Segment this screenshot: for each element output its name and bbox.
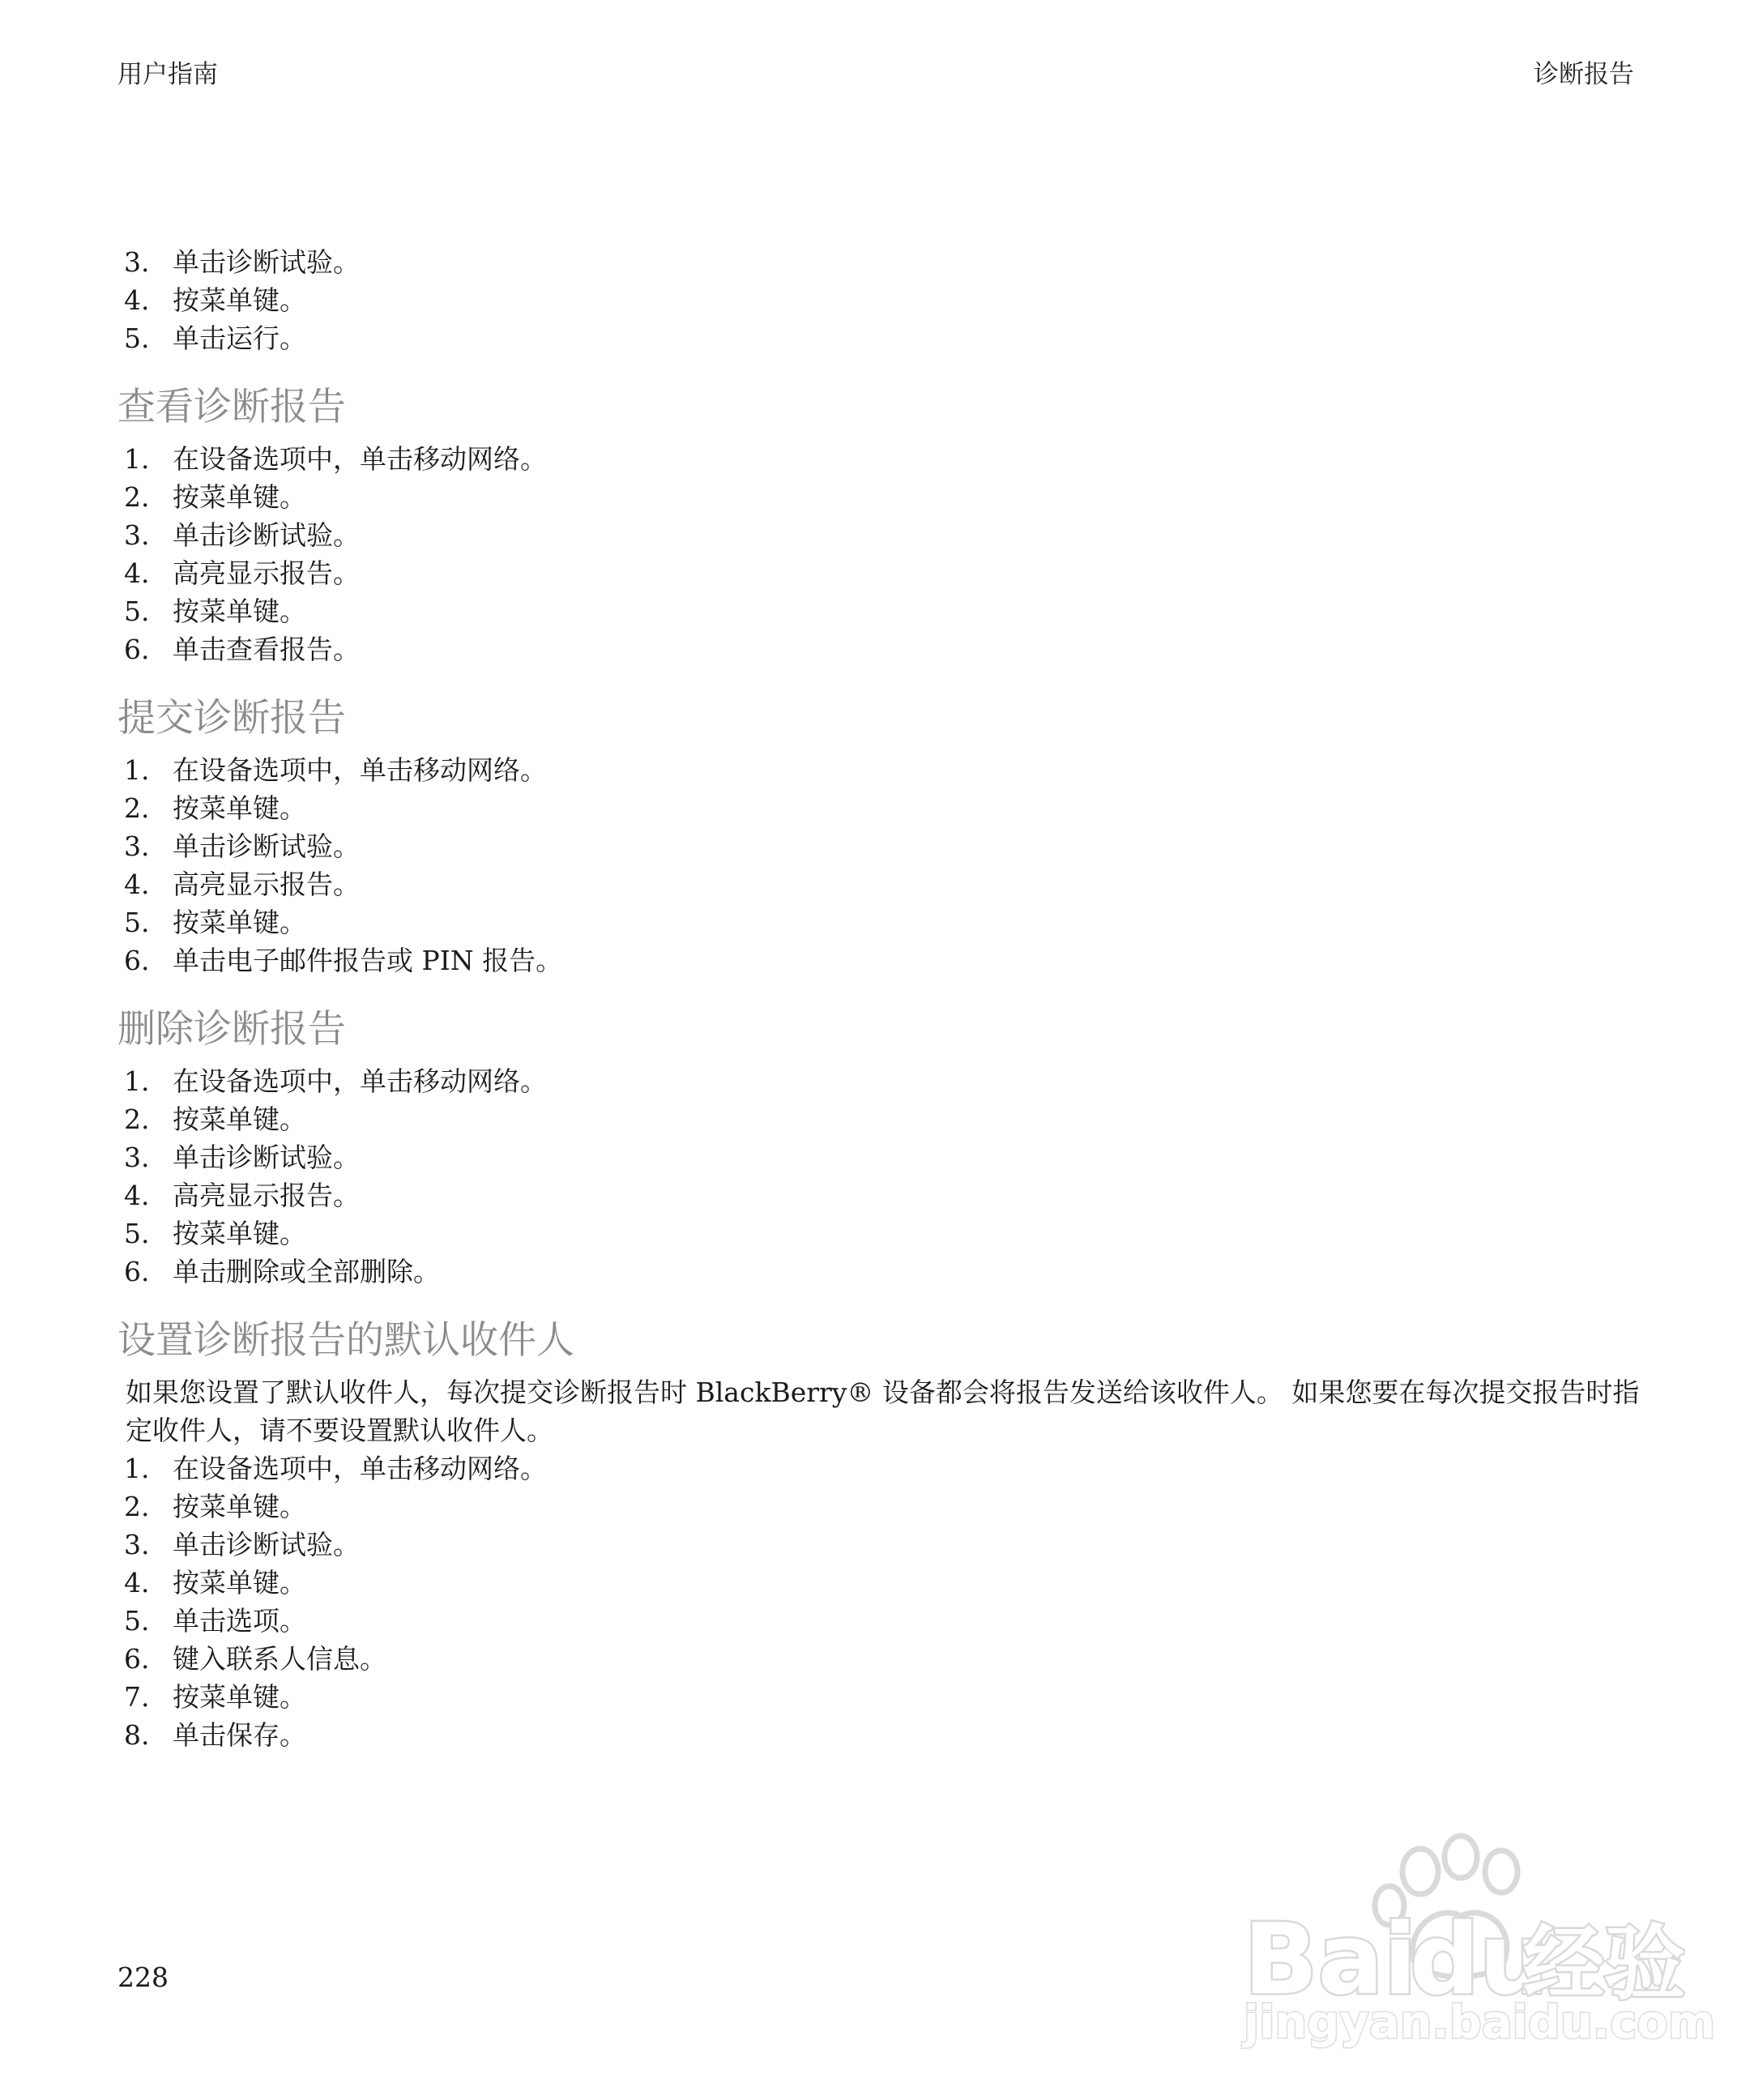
step-item [117,1526,1649,1564]
step-item [117,1062,1649,1100]
step-number: 3. [124,1529,150,1560]
step-text: 按菜单键。 [173,595,306,627]
step-text: 高亮显示报告。 [173,1180,360,1211]
section-heading: 设置诊断报告的默认收件人 [117,1318,574,1363]
step-item [117,1176,1649,1214]
step-item [117,554,1649,592]
section-heading: 删除诊断报告 [117,1007,346,1052]
step-text: 单击诊断试验。 [173,1529,360,1560]
svg-text:jingyan.baidu.com: jingyan.baidu.com [1244,1996,1716,2049]
step-text: 单击查看报告。 [173,634,360,665]
step-list [117,751,1649,980]
step-item [117,1678,1649,1716]
step-item [117,1564,1649,1602]
step-text: 单击选项。 [173,1605,306,1637]
step-number: 1. [124,443,150,475]
step-item [117,865,1649,903]
step-text: 单击诊断试验。 [173,246,360,278]
step-number: 6. [124,1643,150,1675]
step-item [117,1449,1649,1488]
step-number: 5. [124,907,150,938]
step-item [117,1138,1649,1176]
step-list [117,243,1649,357]
step-list [117,1449,1649,1754]
step-text: 在设备选项中，单击移动网络。 [173,1065,547,1097]
step-text: 按菜单键。 [173,907,306,938]
step-number: 4. [124,284,150,316]
section-run-diagnostics [117,243,1649,357]
step-text: 按菜单键。 [173,1103,306,1135]
section-delete-report [117,1004,1649,1291]
section-heading: 提交诊断报告 [117,696,346,741]
step-number: 4. [124,869,150,900]
step-text: 键入联系人信息。 [173,1643,386,1675]
section-view-report [117,382,1649,668]
step-text: 在设备选项中，单击移动网络。 [173,1453,547,1484]
step-number: 5. [124,1218,150,1249]
step-number: 8. [124,1719,150,1751]
step-list [117,440,1649,668]
step-item [117,1253,1649,1291]
step-number: 5. [124,1605,150,1637]
step-text: 按菜单键。 [173,1567,306,1598]
step-text: 单击保存。 [173,1719,306,1751]
step-text: 高亮显示报告。 [173,869,360,900]
step-item [117,789,1649,827]
header-guide-title: 用户指南 [117,60,218,89]
step-text: 按菜单键。 [173,481,306,513]
step-number: 2. [124,481,150,513]
step-text: 按菜单键。 [173,1681,306,1713]
step-text: 高亮显示报告。 [173,557,360,589]
step-item [117,1100,1649,1138]
step-item [117,827,1649,865]
step-text: 按菜单键。 [173,284,306,316]
step-number: 4. [124,1567,150,1598]
header-chapter-title: 诊断报告 [1534,60,1634,89]
step-item [117,592,1649,630]
step-number: 3. [124,1142,150,1173]
step-item [117,243,1649,281]
step-list [117,1062,1649,1291]
step-text: 按菜单键。 [173,1491,306,1522]
step-text: 单击诊断试验。 [173,519,360,551]
step-number: 1. [124,1065,150,1097]
step-item [117,941,1649,980]
step-text: 单击电子邮件报告或 PIN 报告。 [173,945,563,976]
step-number: 4. [124,557,150,589]
svg-text:经验: 经验 [1523,1916,1685,2011]
step-number: 6. [124,945,150,976]
step-text: 单击诊断试验。 [173,830,360,862]
step-number: 4. [124,1180,150,1211]
step-item [117,478,1649,516]
step-item [117,319,1649,357]
step-item [117,751,1649,789]
svg-text:du: du [1410,1904,1549,2017]
step-item [117,1716,1649,1754]
section-default-recipient [117,1315,1649,1754]
step-item [117,903,1649,941]
step-number: 3. [124,830,150,862]
page-number: 228 [117,1961,169,1993]
step-number: 3. [124,246,150,278]
svg-text:Bai: Bai [1244,1904,1417,2017]
step-number: 7. [124,1681,150,1713]
step-item [117,1214,1649,1253]
section-heading: 查看诊断报告 [117,385,346,429]
baidu-watermark-logo [1244,1839,1716,2049]
step-text: 在设备选项中，单击移动网络。 [173,754,547,786]
step-item [117,1602,1649,1640]
step-item [117,516,1649,554]
step-number: 5. [124,322,150,354]
step-text: 单击运行。 [173,322,306,354]
step-number: 1. [124,754,150,786]
step-number: 6. [124,1256,150,1287]
step-item [117,440,1649,478]
step-number: 1. [124,1453,150,1484]
step-item [117,1488,1649,1526]
step-item [117,630,1649,668]
document-body [117,243,1649,1754]
step-number: 6. [124,634,150,665]
section-description: 如果您设置了默认收件人，每次提交诊断报告时 BlackBerry® 设备都会将报告发送给该收件人。 如果您要在每次提交报告时指定收件人，请不要设置默认收件人。 [126,1377,1640,1446]
step-number: 2. [124,1491,150,1522]
step-number: 2. [124,792,150,824]
step-text: 单击删除或全部删除。 [173,1256,440,1287]
step-number: 2. [124,1103,150,1135]
step-number: 5. [124,595,150,627]
step-number: 3. [124,519,150,551]
step-item [117,281,1649,319]
step-text: 单击诊断试验。 [173,1142,360,1173]
step-text: 按菜单键。 [173,1218,306,1249]
section-submit-report [117,693,1649,980]
step-text: 在设备选项中，单击移动网络。 [173,443,547,475]
step-item [117,1640,1649,1678]
step-text: 按菜单键。 [173,792,306,824]
